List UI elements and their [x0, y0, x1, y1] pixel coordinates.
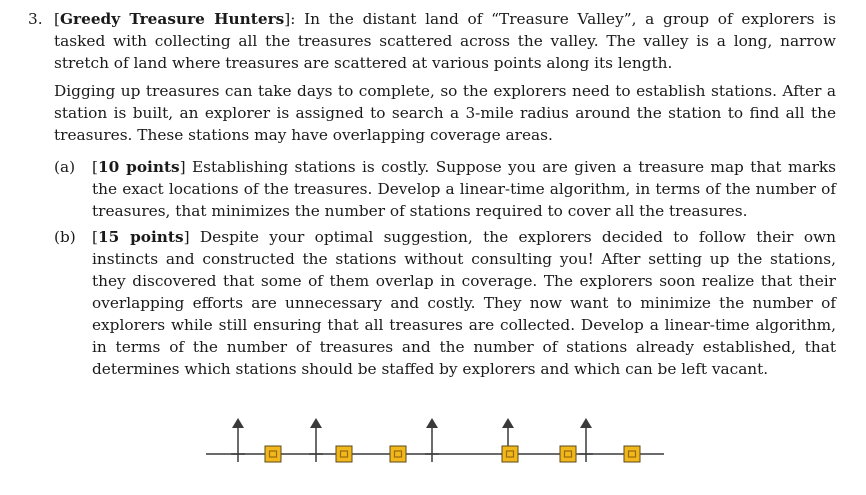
part-b-text: Despite your optimal suggestion, the explorers decided to follow their own instincts and constructed the stations without consulting you! After setting up the stations, they discovered that some of them overlap in coverage. The explorers soon realize that their overlapping efforts are unnecessary and costly. They now want to minimize the number of explorers while still ensuring that all treasures are collected. Develop a linear-time algorithm, in terms of the number of treasures and the number of stations already established, that determines which stations should be staffed by explorers and which can be left vacant. [92, 228, 836, 378]
part-b [54, 226, 836, 380]
treasure-chest-icon [502, 446, 518, 462]
part-a-label: (a) [54, 158, 76, 176]
problem-title: Greedy Treasure Hunters [59, 10, 285, 28]
problem-parts [28, 156, 836, 380]
part-b-label: (b) [54, 228, 76, 246]
problem-intro-2: Digging up treasures can take days to complete, so the explorers need to establish stations. After a station is built, an explorer is assigned to search a 3-mile radius around the station to find all the treasures. These stations may have overlapping coverage areas. [54, 82, 836, 144]
intro-text-1: In the distant land of “Treasure Valley”, a group of explorers is tasked with collecting all the treasures scattered across the valley. The valley is a long, narrow stretch of land where treasures are scattered at various points along its length. [54, 10, 836, 72]
part-b-points-open: [ [92, 228, 98, 246]
treasure-chest-icon [624, 446, 640, 462]
part-a [54, 156, 836, 222]
treasure-chest-icon [390, 446, 406, 462]
station-arrow-icon [579, 418, 593, 462]
treasure-chest-icon [336, 446, 352, 462]
problem-number: 3. [28, 10, 43, 28]
part-a-points: 10 points [97, 158, 180, 176]
title-open-bracket: [ [54, 10, 60, 28]
treasure-chest-icon [265, 446, 281, 462]
station-group [231, 418, 593, 462]
valley-diagram [200, 412, 670, 487]
station-arrow-icon [231, 418, 245, 462]
title-close-bracket: ]: [284, 10, 296, 28]
part-b-points-close: ] [183, 228, 190, 246]
part-a-points-open: [ [92, 158, 98, 176]
part-a-body [92, 156, 836, 222]
treasure-chest-icon [560, 446, 576, 462]
problem-intro-1 [28, 8, 836, 74]
part-b-points: 15 points [97, 228, 184, 246]
problem-3 [28, 8, 836, 380]
valley-figure [200, 412, 670, 487]
part-a-text: Establishing stations is costly. Suppose you are given a treasure map that marks the exact locations of the treasures. Develop a linear-time algorithm, in terms of the number of treasures, that minimizes the number of stations required to cover all the treasures. [92, 158, 836, 220]
station-arrow-icon [425, 418, 439, 462]
part-b-body [92, 226, 836, 380]
station-arrow-icon [309, 418, 323, 462]
part-a-points-close: ] [179, 158, 186, 176]
